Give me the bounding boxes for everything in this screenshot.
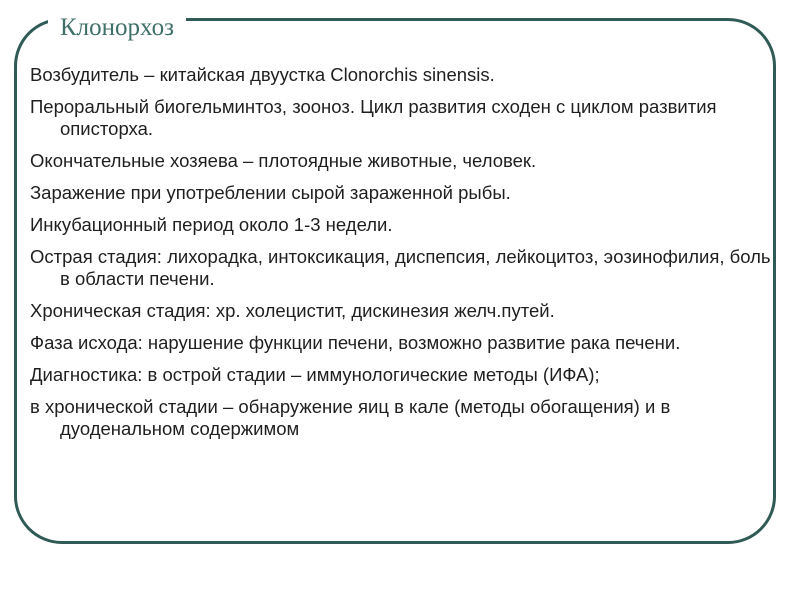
content-line-acute-stage: Острая стадия: лихорадка, интоксикация, диспепсия, лейкоцитоз, эозинофилия, боль в области печени. [30,246,771,289]
content-line-diagnostics-acute: Диагностика: в острой стадии – иммунологические методы (ИФА); [30,364,600,385]
content-line-transmission: Пероральный биогельминтоз, зооноз. Цикл развития сходен с циклом развития описторха. [30,96,717,139]
content-line-hosts: Окончательные хозяева – плотоядные животные, человек. [30,150,537,171]
content-line-pathogen: Возбудитель – китайская двуустка Clonorchis sinensis. [30,64,495,85]
title-container [48,6,186,50]
content-line-outcome: Фаза исхода: нарушение функции печени, возможно развитие рака печени. [30,332,681,353]
slide-content-list [30,64,782,450]
content-line-incubation: Инкубационный период около 1-3 недели. [30,214,393,235]
content-line-diagnostics-chronic: в хронической стадии – обнаружение яиц в кале (методы обогащения) и в дуоденальном содержимом [30,396,671,439]
content-line-infection: Заражение при употреблении сырой зараженной рыбы. [30,182,511,203]
slide-title: Клонорхоз [60,14,174,41]
content-line-chronic-stage: Хроническая стадия: хр. холецистит, дискинезия желч.путей. [30,300,555,321]
